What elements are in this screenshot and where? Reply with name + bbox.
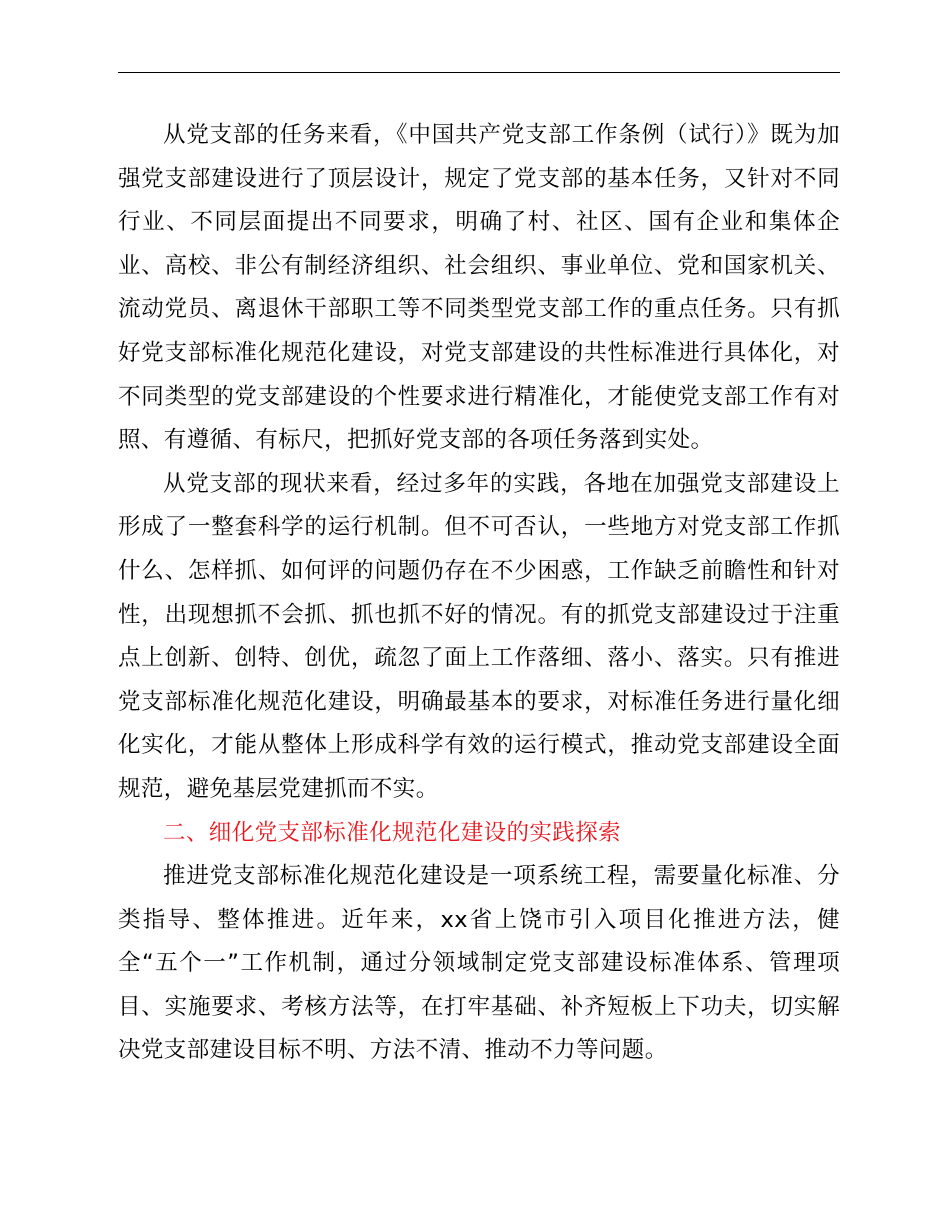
paragraph-current-status: 从党支部的现状来看，经过多年的实践，各地在加强党支部建设上形成了一整套科学的运行机制。但不可否认，一些地方对党支部工作抓什么、怎样抓、如何评的问题仍存在不少困惑，工作缺乏前瞻性和针对性，出现想抓不会抓、抓也抓不好的情况。有的抓党支部建设过于注重点上创新、创特、创优，疏忽了面上工作落细、落小、落实。只有推进党支部标准化规范化建设，明确最基本的要求，对标准任务进行量化细化实化，才能从整体上形成科学有效的运行模式，推动党支部建设全面规范，避免基层党建抓而不实。 xyxy=(118,470,840,802)
section-heading: 二、细化党支部标准化规范化建设的实践探索 xyxy=(163,819,622,846)
document-body xyxy=(118,114,840,1073)
paragraph-practice-exploration: 推进党支部标准化规范化建设是一项系统工程，需要量化标准、分类指导、整体推进。近年来，xx省上饶市引入项目化推进方法，健全“五个一”工作机制，通过分领域制定党支部建设标准体系、管理项目、实施要求、考核方法等，在打牢基础、补齐短板上下功夫，切实解决党支部建设目标不明、方法不清、推动不力等问题。 xyxy=(118,863,840,1064)
paragraph-task-perspective: 从党支部的任务来看，《中国共产党支部工作条例（试行）》既为加强党支部建设进行了顶层设计，规定了党支部的基本任务，又针对不同行业、不同层面提出不同要求，明确了村、社区、国有企业和集体企业、高校、非公有制经济组织、社会组织、事业单位、党和国家机关、流动党员、离退休干部职工等不同类型党支部工作的重点任务。只有抓好党支部标准化规范化建设，对党支部建设的共性标准进行具体化，对不同类型的党支部建设的个性要求进行精准化，才能使党支部工作有对照、有遵循、有标尺，把抓好党支部的各项任务落到实处。 xyxy=(118,122,840,454)
header-rule xyxy=(118,72,840,73)
